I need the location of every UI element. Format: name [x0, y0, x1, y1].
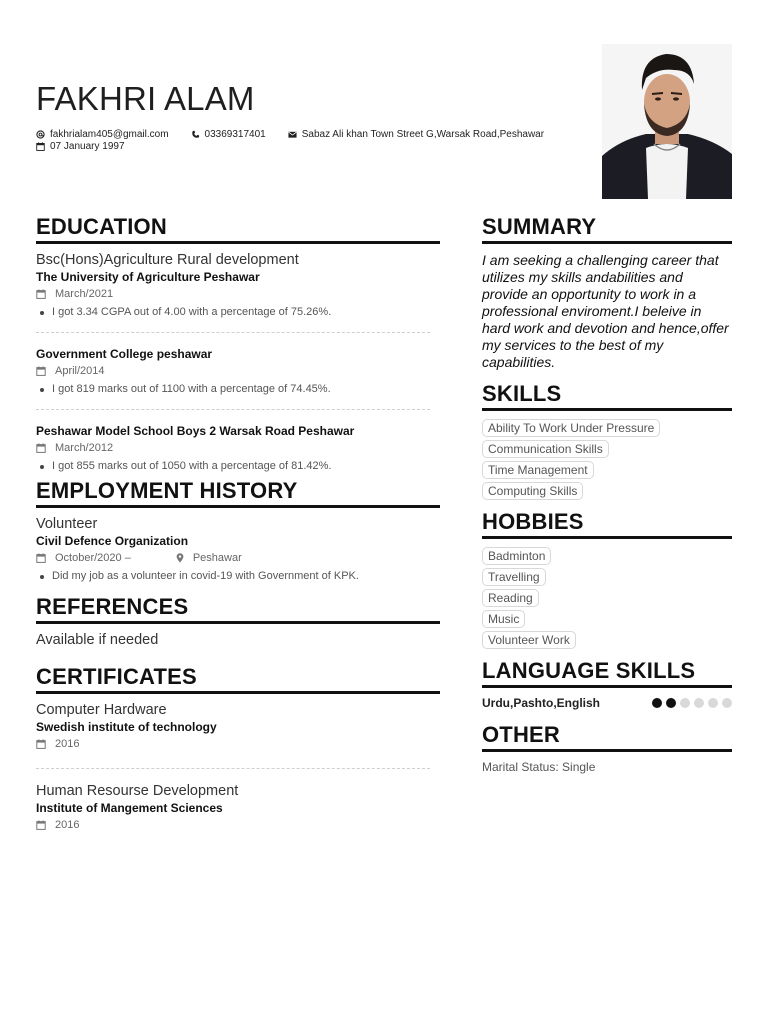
- certificate-year: 2016: [55, 738, 80, 750]
- hobby-tag: Travelling: [482, 568, 546, 586]
- skills-list: [482, 419, 732, 503]
- birthdate-text: 07 January 1997: [50, 140, 125, 152]
- hobby-tag: Volunteer Work: [482, 631, 576, 649]
- left-column: [36, 214, 440, 837]
- calendar-icon: [36, 739, 46, 749]
- address-text: Sabaz Ali khan Town Street G,Warsak Road,Peshawar: [301, 128, 545, 140]
- education-date-row: [36, 288, 440, 300]
- employment-heading: EMPLOYMENT HISTORY: [36, 478, 440, 508]
- calendar-icon: [36, 142, 45, 151]
- skills-heading: SKILLS: [482, 381, 732, 411]
- hobbies-list: [482, 547, 732, 652]
- candidate-name: FAKHRI ALAM: [36, 80, 255, 117]
- language-label: Urdu,Pashto,English: [482, 696, 601, 710]
- employment-meta-row: [36, 552, 440, 564]
- level-dot-empty: [680, 698, 690, 708]
- employment-location: Peshawar: [192, 552, 242, 564]
- level-dot-filled: [666, 698, 676, 708]
- calendar-icon: [36, 289, 46, 299]
- level-dot-filled: [652, 698, 662, 708]
- employment-organization: Civil Defence Organization: [36, 534, 189, 548]
- education-school: Government College peshawar: [36, 347, 213, 361]
- certificate-year: 2016: [55, 819, 80, 831]
- education-entry: [36, 347, 440, 395]
- hobby-tag: Badminton: [482, 547, 551, 565]
- level-dot-empty: [708, 698, 718, 708]
- divider: [36, 768, 430, 769]
- map-pin-icon: [175, 553, 185, 563]
- references-heading: REFERENCES: [36, 594, 440, 624]
- language-heading: LANGUAGE SKILLS: [482, 658, 732, 688]
- skill-tag: Time Management: [482, 461, 594, 479]
- education-date: March/2012: [55, 442, 114, 454]
- references-text: Available if needed: [36, 632, 159, 648]
- profile-photo: [602, 44, 732, 199]
- birthdate-contact: [36, 141, 125, 152]
- education-date: March/2021: [55, 288, 114, 300]
- summary-text: I am seeking a challenging career that utilizes my skills andabilities and provide an opportunity to work in a professional enviroment.I beleive in hard work and devotion and hence,offer my services to the best of my capabilities.: [482, 252, 729, 370]
- employment-role: Volunteer: [36, 516, 98, 532]
- employment-entry: [36, 516, 440, 582]
- education-entry: [36, 252, 440, 318]
- marital-status: Marital Status: Single: [482, 760, 596, 774]
- education-detail: I got 855 marks out of 1050 with a percentage of 81.42%.: [36, 460, 440, 472]
- education-degree: Bsc(Hons)Agriculture Rural development: [36, 252, 299, 268]
- level-dot-empty: [694, 698, 704, 708]
- certificate-issuer: Institute of Mangement Sciences: [36, 801, 223, 815]
- hobby-tag: Reading: [482, 589, 539, 607]
- calendar-icon: [36, 820, 46, 830]
- hobbies-heading: HOBBIES: [482, 509, 732, 539]
- email-text: fakhrialam405@gmail.com: [50, 128, 169, 140]
- summary-heading: SUMMARY: [482, 214, 732, 244]
- certificate-year-row: [36, 738, 440, 750]
- education-date: April/2014: [55, 365, 105, 377]
- education-entry: [36, 424, 440, 472]
- divider: [36, 332, 430, 333]
- level-dot-empty: [722, 698, 732, 708]
- education-school: Peshawar Model School Boys 2 Warsak Road Peshawar: [36, 424, 355, 438]
- phone-icon: [191, 130, 200, 139]
- envelope-icon: [288, 130, 297, 139]
- education-heading: EDUCATION: [36, 214, 440, 244]
- language-row: [482, 696, 732, 710]
- at-icon: [36, 130, 45, 139]
- skill-tag: Computing Skills: [482, 482, 583, 500]
- employment-detail: Did my job as a volunteer in covid-19 with Government of KPK.: [36, 570, 440, 582]
- calendar-icon: [36, 366, 46, 376]
- certificate-name: Computer Hardware: [36, 702, 167, 718]
- certificate-entry: [36, 702, 440, 750]
- education-date-row: [36, 442, 440, 454]
- education-date-row: [36, 365, 440, 377]
- employment-date: October/2020 –: [55, 552, 131, 564]
- language-level-dots: [648, 698, 732, 708]
- certificate-issuer: Swedish institute of technology: [36, 720, 217, 734]
- email-contact[interactable]: [36, 129, 169, 140]
- right-column: [482, 214, 732, 774]
- education-school: The University of Agriculture Peshawar: [36, 270, 260, 284]
- employment-location-group: [175, 552, 242, 564]
- calendar-icon: [36, 443, 46, 453]
- phone-text: 03369317401: [204, 128, 266, 140]
- phone-contact[interactable]: [191, 129, 266, 140]
- hobby-tag: Music: [482, 610, 525, 628]
- calendar-icon: [36, 553, 46, 563]
- address-contact: [288, 129, 544, 140]
- certificate-name: Human Resourse Development: [36, 783, 239, 799]
- other-heading: OTHER: [482, 722, 732, 752]
- education-detail: I got 3.34 CGPA out of 4.00 with a percentage of 75.26%.: [36, 306, 440, 318]
- certificate-year-row: [36, 819, 440, 831]
- certificate-entry: [36, 783, 440, 831]
- divider: [36, 409, 430, 410]
- skill-tag: Ability To Work Under Pressure: [482, 419, 660, 437]
- contact-info: [36, 128, 566, 152]
- education-detail: I got 819 marks out of 1100 with a percentage of 74.45%.: [36, 383, 440, 395]
- certificates-heading: CERTIFICATES: [36, 664, 440, 694]
- skill-tag: Communication Skills: [482, 440, 609, 458]
